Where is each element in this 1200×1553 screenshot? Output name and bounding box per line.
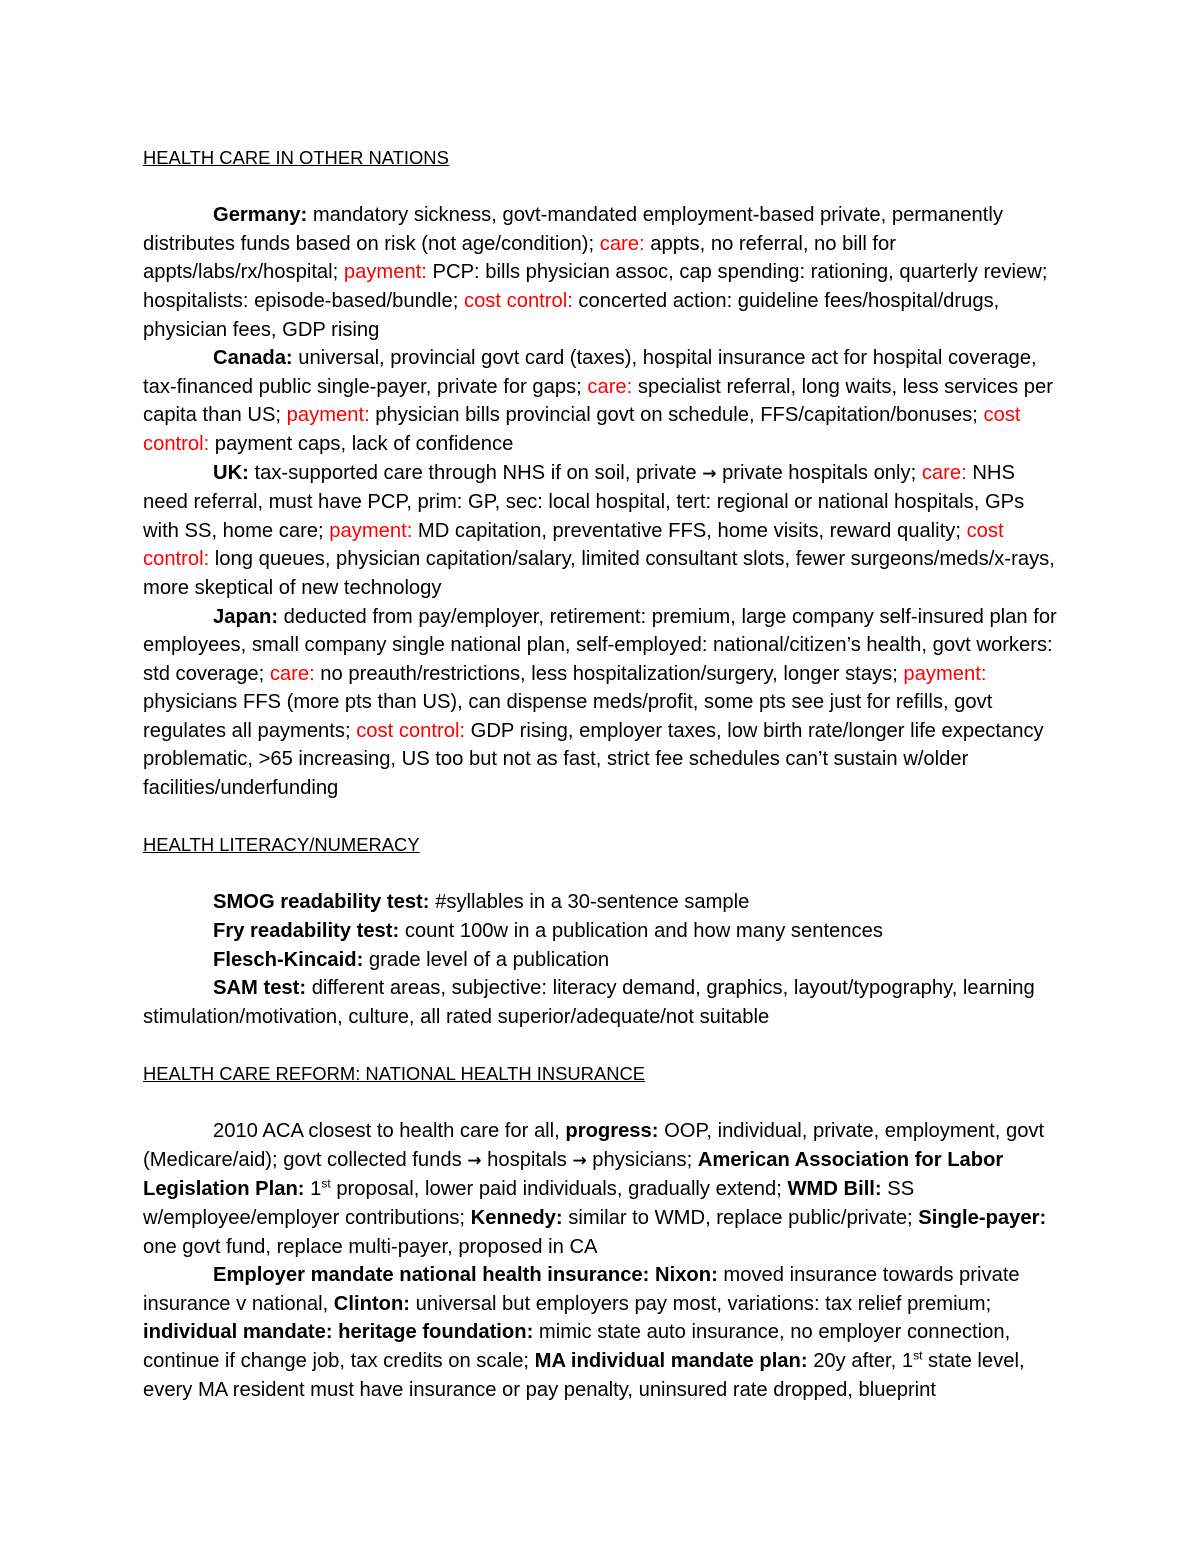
country-label: Germany: <box>213 204 308 227</box>
text-run: different areas, subjective: literacy demand, graphics, layout/typography, learning stimulation/motivation, culture, all rated superior/adequate/not suitable <box>143 977 1035 1028</box>
term-label: SAM test: <box>213 977 307 1000</box>
text-run: universal, provincial govt card (taxes), hospital insurance act for hospital coverage, tax-financed public single-payer, private for gaps; <box>143 347 1037 398</box>
paragraph-japan <box>143 603 1057 803</box>
payment-label: payment: <box>903 662 987 685</box>
text-run: GDP rising, employer taxes, low birth rate/longer life expectancy problematic, >65 increasing, US too but not as fast, strict fee schedules can’t sustain w/older facilities/underfunding <box>143 719 1044 800</box>
term-label: Flesch-Kincaid: <box>213 948 364 971</box>
term-label: SMOG readability test: <box>213 891 430 914</box>
term-label: Nixon: <box>655 1264 718 1287</box>
section-heading-health-care-reform: HEALTH CARE REFORM: NATIONAL HEALTH INSURANCE <box>143 1063 646 1084</box>
payment-label: payment: <box>329 519 413 542</box>
text-run: similar to WMD, replace public/private; <box>562 1206 919 1229</box>
term-label: progress: <box>565 1120 659 1143</box>
term-label: American Association for Labor Legislation Plan: <box>143 1148 1004 1201</box>
term-label: Fry readability test: <box>213 920 400 943</box>
text-run: 20y after, 1 <box>807 1349 914 1372</box>
care-label: care: <box>587 375 633 398</box>
paragraph-germany <box>143 201 1057 344</box>
text-run: long queues, physician capitation/salary, limited consultant slots, fewer surgeons/meds/x-rays, more skeptical of new technology <box>143 548 1055 599</box>
section-heading-other-nations: HEALTH CARE IN OTHER NATIONS <box>143 147 449 168</box>
spacer <box>143 1031 1057 1060</box>
spacer <box>143 860 1057 889</box>
cost-control-label: cost control: <box>463 289 573 312</box>
text-run: proposal, lower paid individuals, gradually extend; <box>330 1178 788 1201</box>
term-label: WMD Bill: <box>787 1178 882 1201</box>
text-run: concerted action: guideline fees/hospital/drugs, physician fees, GDP rising <box>143 289 1000 341</box>
paragraph-employer-mandate <box>143 1261 1057 1404</box>
spacer <box>143 803 1057 832</box>
superscript: st <box>321 1176 331 1191</box>
paragraph-flesch <box>143 946 1057 975</box>
text-run: mandatory sickness, govt-mandated employment-based private, permanently distributes funds based on risk (not age/condition); <box>143 204 1003 255</box>
payment-label: payment: <box>286 404 370 427</box>
term-label: Single-payer: <box>918 1206 1047 1229</box>
text-run: state level, every MA resident must have insurance or pay penalty, uninsured rate dropped, blueprint <box>143 1349 1025 1401</box>
arrow-right-icon: → <box>467 1150 482 1171</box>
cost-control-label: cost control: <box>356 719 466 742</box>
text-run: no preauth/restrictions, less hospitalization/surgery, longer stays; <box>314 662 904 685</box>
text-run: 1 <box>304 1178 322 1201</box>
text-run: grade level of a publication <box>363 948 610 971</box>
country-label: Japan: <box>213 605 279 628</box>
text-run: physician bills provincial govt on schedule, FFS/capitation/bonuses; <box>369 404 984 427</box>
term-label: MA individual mandate plan: <box>534 1349 808 1372</box>
text-run: NHS need referral, must have PCP, prim: GP, sec: local hospital, tert: regional or national hospitals, GPs with SS, home care; <box>143 461 1025 542</box>
text-run: 2010 ACA closest to health care for all, <box>213 1120 566 1143</box>
text-run: physicians FFS (more pts than US), can dispense meds/profit, some pts see just for refills, govt regulates all payments; <box>143 691 993 742</box>
text-run: hospitals <box>481 1148 573 1171</box>
spacer <box>143 173 1057 202</box>
text-run: one govt fund, replace multi-payer, proposed in CA <box>143 1235 598 1258</box>
term-label: Kennedy: <box>470 1206 563 1229</box>
text-run: count 100w in a publication and how many sentences <box>399 920 883 943</box>
cost-control-label: cost control: <box>143 404 1021 455</box>
text-run: mimic state auto insurance, no employer connection, continue if change job, tax credits on scale; <box>143 1321 1011 1372</box>
text-run: payment caps, lack of confidence <box>209 432 514 455</box>
text-run: tax-supported care through NHS if on soil, private <box>248 461 703 484</box>
paragraph-canada <box>143 344 1057 458</box>
country-label: UK: <box>213 461 249 484</box>
paragraph-aca <box>143 1117 1057 1261</box>
superscript: st <box>913 1348 923 1363</box>
text-run: appts, no referral, no bill for appts/labs/rx/hospital; <box>143 232 896 284</box>
paragraph-fry <box>143 917 1057 946</box>
country-label: Canada: <box>213 347 293 370</box>
text-run: universal but employers pay most, variations: tax relief premium; <box>410 1292 992 1315</box>
text-run: specialist referral, long waits, less services per capita than US; <box>143 375 1053 427</box>
cost-control-label: cost control: <box>143 519 1004 571</box>
section-heading-health-literacy: HEALTH LITERACY/NUMERACY <box>143 834 420 856</box>
spacer <box>143 1089 1057 1118</box>
text-run: deducted from pay/employer, retirement: premium, large company self-insured plan for employees, small company single national plan, self-employed: national/citizen’s health, govt workers: std coverage; <box>143 605 1057 685</box>
care-label: care: <box>269 662 315 685</box>
text-run: moved insurance towards private insurance v national, <box>143 1264 1020 1315</box>
text-run: private hospitals only; <box>716 461 922 484</box>
term-label: individual mandate: heritage foundation: <box>143 1321 534 1344</box>
text-run: #syllables in a 30-sentence sample <box>429 891 750 914</box>
term-label: Employer mandate national health insurance: <box>213 1264 650 1287</box>
arrow-right-icon: → <box>572 1150 587 1171</box>
payment-label: payment: <box>343 261 427 284</box>
paragraph-sam <box>143 974 1057 1031</box>
arrow-right-icon: → <box>702 463 717 484</box>
care-label: care: <box>921 461 967 484</box>
text-run: SS w/employee/employer contributions; <box>143 1178 915 1229</box>
text-run: OOP, individual, private, employment, govt (Medicare/aid); govt collected funds <box>143 1120 1045 1171</box>
text-run: MD capitation, preventative FFS, home visits, reward quality; <box>412 519 967 542</box>
paragraph-uk <box>143 459 1057 603</box>
term-label: Clinton: <box>333 1292 411 1315</box>
text-run: PCP: bills physician assoc, cap spending: rationing, quarterly review; hospitalists: episode-based/bundle; <box>143 261 1048 312</box>
care-label: care: <box>599 232 645 255</box>
text-run: physicians; <box>586 1148 698 1171</box>
paragraph-smog <box>143 888 1057 917</box>
